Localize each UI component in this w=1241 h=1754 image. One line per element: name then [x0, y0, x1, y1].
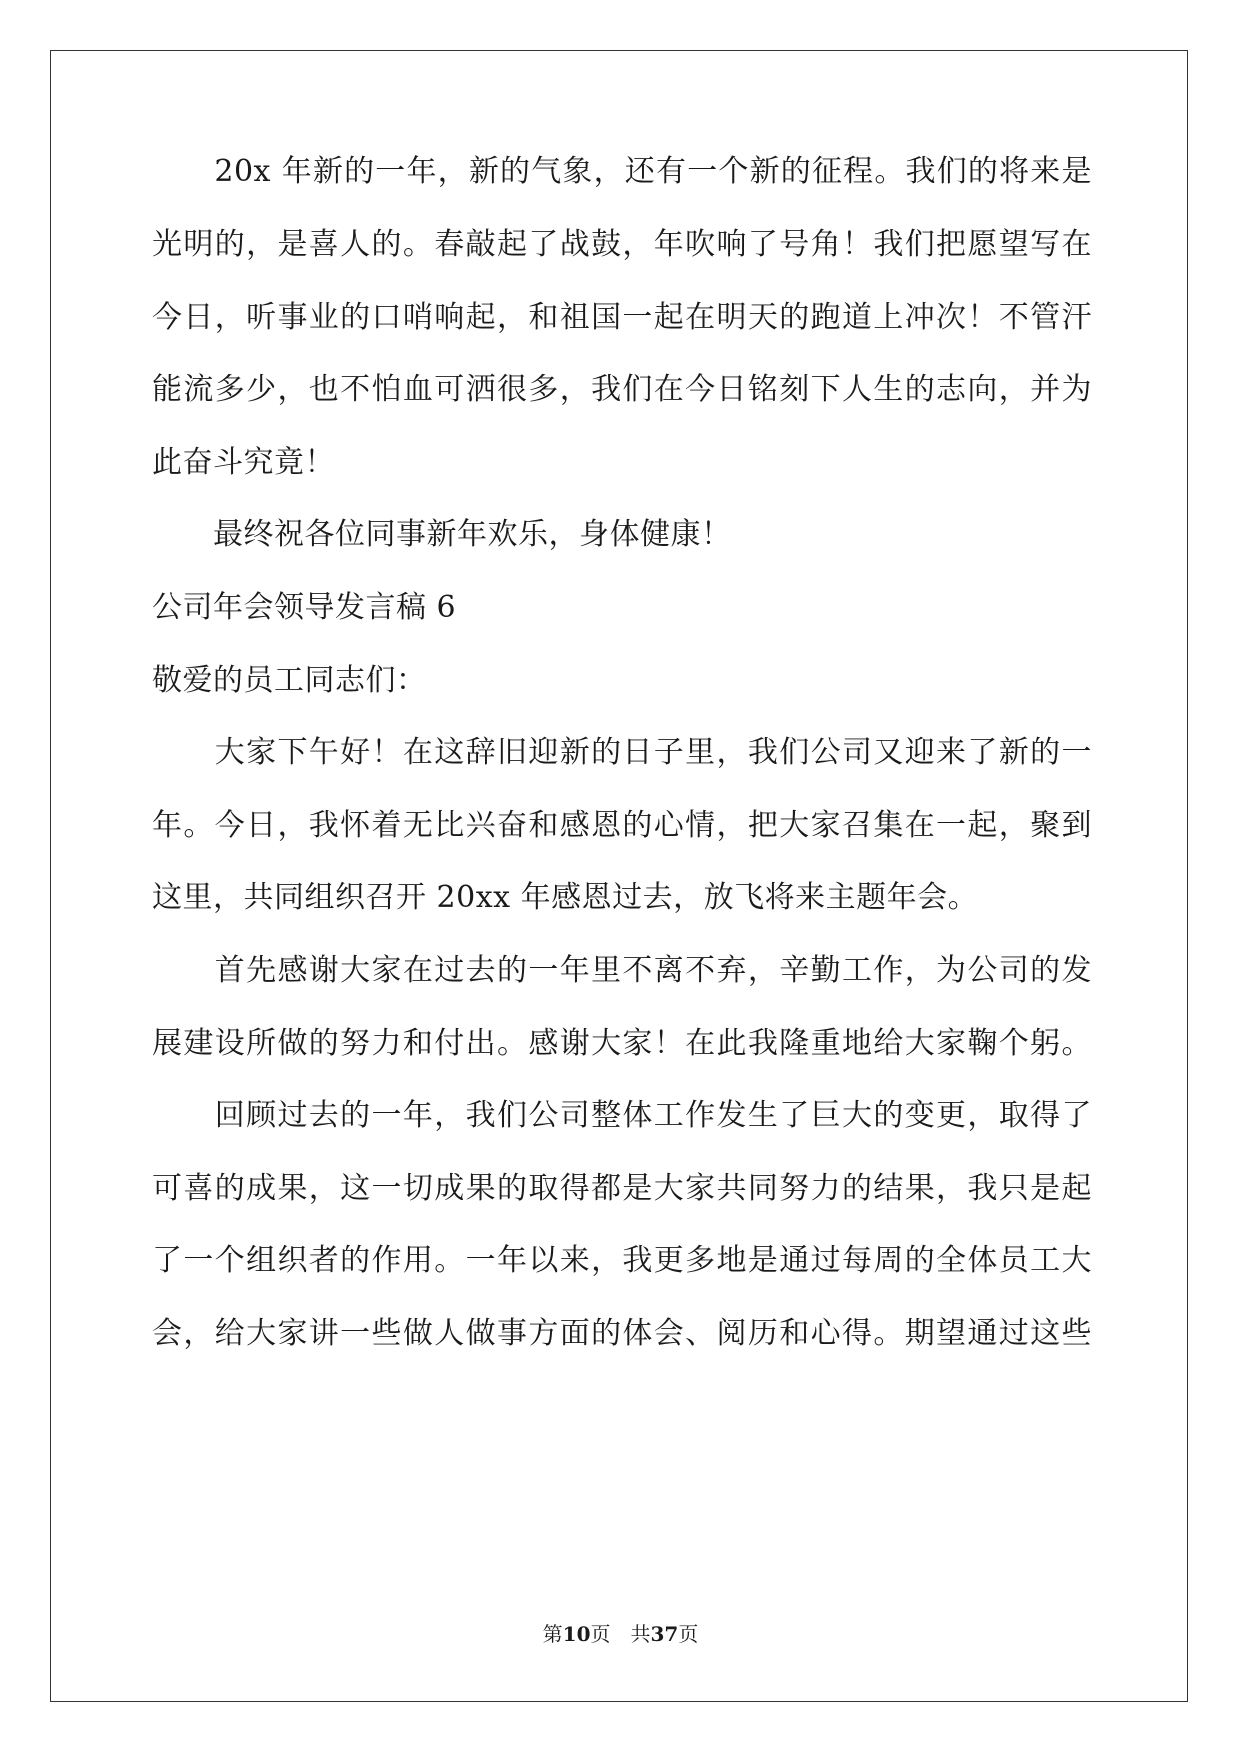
paragraph-line: 20x 年新的一年，新的气象，还有一个新的征程。我们的将来是: [152, 154, 1092, 189]
footer-suffix: 页: [678, 1622, 699, 1646]
paragraph-line: 光明的，是喜人的。春敲起了战鼓，年吹响了号角！我们把愿望写在: [152, 227, 1092, 262]
footer-prefix: 第: [542, 1622, 563, 1646]
paragraph-line: 今日，听事业的口哨响起，和祖国一起在明天的跑道上冲次！不管汗: [152, 300, 1092, 335]
footer-middle: 页 共: [590, 1622, 651, 1646]
current-page-number: 10: [562, 1622, 591, 1646]
paragraph-line: 会，给大家讲一些做人做事方面的体会、阅历和心得。期望通过这些: [152, 1316, 1092, 1351]
paragraph-line: 了一个组织者的作用。一年以来，我更多地是通过每周的全体员工大: [152, 1243, 1092, 1278]
paragraph-line: 这里，共同组织召开 20xx 年感恩过去，放飞将来主题年会。: [152, 880, 979, 915]
salutation: 敬爱的员工同志们：: [152, 663, 427, 698]
paragraph-line: 回顾过去的一年，我们公司整体工作发生了巨大的变更，取得了: [152, 1098, 1092, 1133]
paragraph-line: 最终祝各位同事新年欢乐，身体健康！: [152, 517, 732, 552]
paragraph-line: 年。今日，我怀着无比兴奋和感恩的心情，把大家召集在一起，聚到: [152, 808, 1092, 843]
section-heading: 公司年会领导发言稿 6: [152, 590, 457, 625]
page-footer: [0, 1622, 1241, 1646]
paragraph-line: 展建设所做的努力和付出。感谢大家！在此我隆重地给大家鞠个躬。: [152, 1026, 1092, 1061]
paragraph-line: 此奋斗究竟！: [152, 445, 335, 480]
total-page-count: 37: [650, 1622, 679, 1646]
paragraph-line: 能流多少，也不怕血可洒很多，我们在今日铭刻下人生的志向，并为: [152, 372, 1092, 407]
paragraph-line: 首先感谢大家在过去的一年里不离不弃，辛勤工作，为公司的发: [152, 953, 1092, 988]
paragraph-line: 大家下午好！在这辞旧迎新的日子里，我们公司又迎来了新的一: [152, 735, 1092, 770]
paragraph-line: 可喜的成果，这一切成果的取得都是大家共同努力的结果，我只是起: [152, 1171, 1092, 1206]
